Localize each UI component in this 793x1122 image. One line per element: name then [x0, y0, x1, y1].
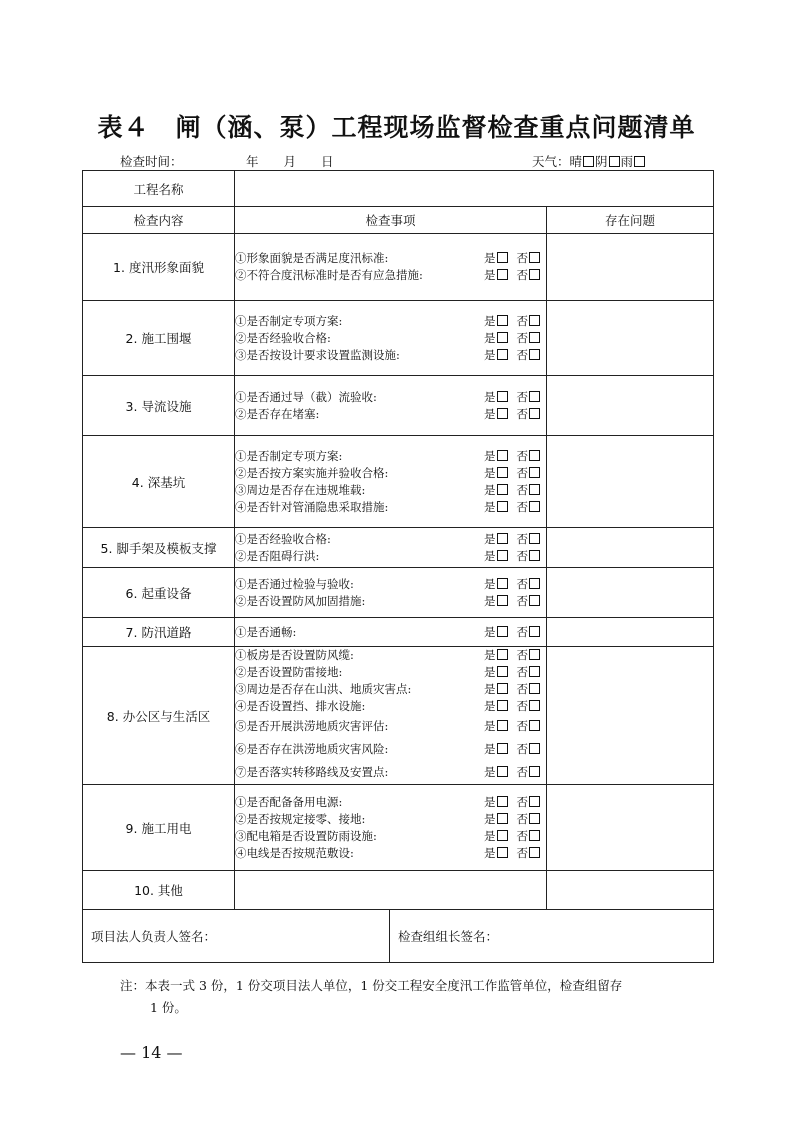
section-items-cell: [235, 528, 547, 568]
no-label: 否: [516, 699, 528, 713]
yes-label: 是: [484, 330, 496, 345]
section-row: [83, 568, 714, 618]
no-label: 否: [516, 531, 528, 546]
yes-no-options: [484, 828, 546, 845]
yes-checkbox[interactable]: [497, 252, 508, 263]
no-checkbox[interactable]: [529, 649, 540, 660]
section-row: [83, 871, 714, 910]
no-label: 否: [516, 576, 528, 591]
yes-no-options: [484, 715, 546, 738]
no-checkbox[interactable]: [529, 666, 540, 677]
section-name: 7. 防汛道路: [83, 618, 235, 647]
yes-no-options: [484, 845, 546, 862]
yes-no-options: [484, 313, 546, 330]
section-row: [83, 618, 714, 647]
no-label: 否: [516, 765, 528, 779]
yes-checkbox[interactable]: [497, 626, 508, 637]
no-checkbox[interactable]: [529, 391, 540, 402]
check-item-text: ①是否制定专项方案:: [235, 313, 343, 328]
check-item-text: ⑦是否落实转移路线及安置点:: [235, 765, 389, 779]
weather-rain-label: 雨: [620, 154, 634, 169]
yes-checkbox[interactable]: [497, 847, 508, 858]
yes-label: 是: [484, 576, 496, 591]
yes-checkbox[interactable]: [497, 595, 508, 606]
yes-checkbox[interactable]: [497, 700, 508, 711]
yes-checkbox[interactable]: [497, 501, 508, 512]
footnote-line-2: 1 份。: [150, 1000, 187, 1015]
yes-no-options: [484, 465, 546, 482]
yes-no-options: [484, 531, 546, 548]
check-item: [235, 845, 546, 862]
project-name-label: 工程名称: [83, 171, 235, 207]
yes-no-options: [484, 593, 546, 610]
section-row: [83, 234, 714, 301]
no-checkbox[interactable]: [529, 720, 540, 731]
yes-label: 是: [484, 719, 496, 733]
section-name: 10. 其他: [83, 871, 235, 910]
check-item-text: ①是否通过导（截）流验收:: [235, 389, 377, 404]
no-label: 否: [516, 665, 528, 679]
sections-body: [83, 234, 714, 910]
check-item-text: ①形象面貌是否满足度汛标准:: [235, 251, 389, 265]
yes-checkbox[interactable]: [497, 349, 508, 360]
check-item: [235, 347, 546, 364]
no-checkbox[interactable]: [529, 450, 540, 461]
section-name: 8. 办公区与生活区: [83, 647, 235, 785]
no-checkbox[interactable]: [529, 578, 540, 589]
yes-checkbox[interactable]: [497, 666, 508, 677]
yes-no-options: [484, 548, 546, 565]
section-items-cell: [235, 234, 547, 301]
no-label: 否: [516, 406, 528, 421]
yes-checkbox[interactable]: [497, 467, 508, 478]
section-name: 3. 导流设施: [83, 376, 235, 436]
no-label: 否: [516, 330, 528, 345]
footnote: [120, 975, 700, 1019]
weather-field: [532, 152, 646, 170]
page-number: — 14 —: [120, 1043, 183, 1062]
no-label: 否: [516, 742, 528, 756]
no-label: 否: [516, 499, 528, 514]
check-item: [235, 576, 546, 593]
no-checkbox[interactable]: [529, 550, 540, 561]
check-item-text: ②是否经验收合格:: [235, 330, 331, 345]
section-name: 6. 起重设备: [83, 568, 235, 618]
check-item: [235, 499, 546, 516]
check-item-text: ⑥是否存在洪涝地质灾害风险:: [235, 742, 389, 756]
check-item-text: ①是否制定专项方案:: [235, 448, 343, 463]
no-label: 否: [516, 251, 528, 265]
check-item: [235, 647, 546, 664]
no-label: 否: [516, 811, 528, 826]
yes-no-options: [484, 389, 546, 406]
project-name-cell[interactable]: [235, 171, 714, 207]
check-item-text: ①是否通畅:: [235, 624, 297, 639]
section-name: 9. 施工用电: [83, 785, 235, 871]
check-item: [235, 593, 546, 610]
section-items-cell: [235, 647, 547, 785]
problem-cell[interactable]: [547, 234, 714, 301]
check-item: [235, 681, 546, 698]
yes-no-options: [484, 664, 546, 681]
no-label: 否: [516, 268, 528, 282]
problem-cell[interactable]: [547, 871, 714, 910]
yes-label: 是: [484, 482, 496, 497]
weather-cloudy-label: 阴: [595, 154, 608, 169]
yes-checkbox[interactable]: [497, 766, 508, 777]
check-item: [235, 738, 546, 761]
yes-label: 是: [484, 465, 496, 480]
no-label: 否: [516, 828, 528, 843]
check-item: [235, 828, 546, 845]
yes-label: 是: [484, 811, 496, 826]
yes-no-options: [484, 761, 546, 784]
yes-no-options: [484, 681, 546, 698]
check-item-text: ④是否设置挡、排水设施:: [235, 699, 366, 713]
yes-no-options: [484, 347, 546, 364]
no-checkbox[interactable]: [529, 796, 540, 807]
yes-label: 是: [484, 499, 496, 514]
yes-no-options: [484, 698, 546, 715]
check-item-text: ③配电箱是否设置防雨设施:: [235, 828, 377, 843]
yes-no-options: [484, 624, 546, 641]
no-label: 否: [516, 593, 528, 608]
problem-cell[interactable]: [547, 301, 714, 376]
section-items-cell: [235, 618, 547, 647]
no-checkbox[interactable]: [529, 743, 540, 754]
yes-no-options: [484, 794, 546, 811]
check-item-text: ②是否存在堵塞:: [235, 406, 320, 421]
check-item: [235, 389, 546, 406]
yes-no-options: [484, 576, 546, 593]
no-checkbox[interactable]: [529, 269, 540, 280]
yes-label: 是: [484, 682, 496, 696]
yes-label: 是: [484, 828, 496, 843]
no-checkbox[interactable]: [529, 830, 540, 841]
problem-cell[interactable]: [547, 618, 714, 647]
no-checkbox[interactable]: [529, 332, 540, 343]
check-item-text: ②是否设置防风加固措施:: [235, 593, 366, 608]
check-item-text: ③周边是否存在违规堆载:: [235, 482, 366, 497]
document-title: 表４ 闸（涵、泵）工程现场监督检查重点问题清单: [97, 113, 696, 142]
yes-no-options: [484, 499, 546, 516]
section-name: 2. 施工围堰: [83, 301, 235, 376]
yes-checkbox[interactable]: [497, 743, 508, 754]
no-checkbox[interactable]: [529, 349, 540, 360]
check-item: [235, 548, 546, 565]
section-name: 5. 脚手架及模板支撑: [83, 528, 235, 568]
check-item-text: ④电线是否按规范敷设:: [235, 845, 354, 860]
section-row: [83, 301, 714, 376]
problem-cell[interactable]: [547, 376, 714, 436]
yes-checkbox[interactable]: [497, 315, 508, 326]
check-item: [235, 531, 546, 548]
yes-no-options: [484, 250, 546, 267]
no-label: 否: [516, 624, 528, 639]
section-items-cell: [235, 436, 547, 528]
no-label: 否: [516, 682, 528, 696]
header-items: 检查事项: [235, 207, 547, 234]
check-item-text: ②不符合度汛标准时是否有应急措施:: [235, 268, 423, 282]
problem-cell[interactable]: [547, 647, 714, 785]
inspect-time-label: 检查时间：: [120, 154, 183, 169]
header-content: 检查内容: [83, 207, 235, 234]
check-item-text: ②是否阻碍行洪:: [235, 548, 320, 563]
check-item: [235, 330, 546, 347]
yes-checkbox[interactable]: [497, 578, 508, 589]
yes-label: 是: [484, 648, 496, 662]
no-checkbox[interactable]: [529, 501, 540, 512]
inspect-date: 年 月 日: [246, 154, 334, 169]
no-checkbox[interactable]: [529, 484, 540, 495]
no-label: 否: [516, 548, 528, 563]
yes-label: 是: [484, 699, 496, 713]
section-row: [83, 785, 714, 871]
check-item-text: ③周边是否存在山洪、地质灾害点:: [235, 682, 412, 696]
check-item-text: ②是否设置防雷接地:: [235, 665, 343, 679]
no-checkbox[interactable]: [529, 847, 540, 858]
no-checkbox[interactable]: [529, 595, 540, 606]
yes-label: 是: [484, 624, 496, 639]
no-label: 否: [516, 845, 528, 860]
section-row: [83, 376, 714, 436]
no-checkbox[interactable]: [529, 813, 540, 824]
check-item-text: ①板房是否设置防风缆:: [235, 648, 354, 662]
yes-checkbox[interactable]: [497, 649, 508, 660]
yes-label: 是: [484, 406, 496, 421]
yes-checkbox[interactable]: [497, 683, 508, 694]
yes-label: 是: [484, 665, 496, 679]
no-label: 否: [516, 389, 528, 404]
check-item: [235, 624, 546, 641]
yes-label: 是: [484, 794, 496, 809]
no-label: 否: [516, 448, 528, 463]
yes-checkbox[interactable]: [497, 450, 508, 461]
yes-label: 是: [484, 389, 496, 404]
yes-checkbox[interactable]: [497, 408, 508, 419]
no-label: 否: [516, 648, 528, 662]
yes-checkbox[interactable]: [497, 484, 508, 495]
weather-rain-checkbox[interactable]: [634, 156, 645, 167]
yes-checkbox[interactable]: [497, 796, 508, 807]
yes-checkbox[interactable]: [497, 391, 508, 402]
section-row: [83, 528, 714, 568]
check-item: [235, 482, 546, 499]
no-checkbox[interactable]: [529, 252, 540, 263]
section-items-cell: [235, 785, 547, 871]
yes-no-options: [484, 330, 546, 347]
no-label: 否: [516, 347, 528, 362]
yes-label: 是: [484, 845, 496, 860]
yes-no-options: [484, 267, 546, 284]
yes-no-options: [484, 482, 546, 499]
no-label: 否: [516, 465, 528, 480]
yes-label: 是: [484, 313, 496, 328]
check-item-text: ③是否按设计要求设置监测设施:: [235, 347, 400, 362]
yes-no-options: [484, 448, 546, 465]
footnote-line-1: 注：本表一式 3 份，1 份交项目法人单位，1 份交工程安全度汛工作监管单位，检查组留存: [120, 978, 623, 993]
check-item-text: ①是否通过检验与验收:: [235, 576, 354, 591]
yes-checkbox[interactable]: [497, 830, 508, 841]
inspection-table: [82, 170, 714, 963]
check-item: [235, 313, 546, 330]
yes-checkbox[interactable]: [497, 720, 508, 731]
check-item: [235, 664, 546, 681]
signature-legal-person[interactable]: 项目法人负责人签名：: [83, 910, 390, 963]
yes-checkbox[interactable]: [497, 813, 508, 824]
check-item-text: ④是否针对管涌隐患采取措施:: [235, 499, 389, 514]
no-label: 否: [516, 794, 528, 809]
weather-sunny-checkbox[interactable]: [583, 156, 594, 167]
section-items-cell: [235, 871, 547, 910]
no-label: 否: [516, 482, 528, 497]
problem-cell[interactable]: [547, 568, 714, 618]
check-item: [235, 761, 546, 784]
check-item-text: ②是否按规定接零、接地:: [235, 811, 366, 826]
check-item: [235, 448, 546, 465]
check-item: [235, 465, 546, 482]
section-items-cell: [235, 568, 547, 618]
yes-label: 是: [484, 765, 496, 779]
no-checkbox[interactable]: [529, 315, 540, 326]
problem-cell[interactable]: [547, 528, 714, 568]
check-item: [235, 267, 546, 284]
yes-label: 是: [484, 347, 496, 362]
yes-label: 是: [484, 531, 496, 546]
weather-sunny-label: 晴: [569, 154, 583, 169]
section-row: [83, 647, 714, 785]
yes-label: 是: [484, 268, 496, 282]
section-row: [83, 436, 714, 528]
no-label: 否: [516, 719, 528, 733]
section-items-cell: [235, 376, 547, 436]
check-item-text: ①是否配备备用电源:: [235, 794, 343, 809]
check-item: [235, 811, 546, 828]
no-checkbox[interactable]: [529, 766, 540, 777]
yes-no-options: [484, 647, 546, 664]
yes-label: 是: [484, 548, 496, 563]
check-item-text: ②是否按方案实施并验收合格:: [235, 465, 389, 480]
yes-checkbox[interactable]: [497, 550, 508, 561]
yes-no-options: [484, 406, 546, 423]
no-checkbox[interactable]: [529, 408, 540, 419]
yes-checkbox[interactable]: [497, 332, 508, 343]
check-item: [235, 406, 546, 423]
header-problems: 存在问题: [547, 207, 714, 234]
check-item-text: ①是否经验收合格:: [235, 531, 331, 546]
no-label: 否: [516, 313, 528, 328]
no-checkbox[interactable]: [529, 533, 540, 544]
weather-cloudy-checkbox[interactable]: [609, 156, 620, 167]
section-items-cell: [235, 301, 547, 376]
signature-team-leader[interactable]: 检查组组长签名：: [390, 910, 714, 963]
check-item-text: ⑤是否开展洪涝地质灾害评估:: [235, 719, 389, 733]
check-item: [235, 715, 546, 738]
section-name: 4. 深基坑: [83, 436, 235, 528]
check-item: [235, 794, 546, 811]
yes-label: 是: [484, 448, 496, 463]
no-checkbox[interactable]: [529, 467, 540, 478]
yes-no-options: [484, 738, 546, 761]
yes-label: 是: [484, 742, 496, 756]
check-item: [235, 250, 546, 267]
check-item: [235, 698, 546, 715]
yes-label: 是: [484, 251, 496, 265]
yes-checkbox[interactable]: [497, 533, 508, 544]
section-name: 1. 度汛形象面貌: [83, 234, 235, 301]
yes-no-options: [484, 811, 546, 828]
yes-label: 是: [484, 593, 496, 608]
no-checkbox[interactable]: [529, 700, 540, 711]
no-checkbox[interactable]: [529, 626, 540, 637]
yes-checkbox[interactable]: [497, 269, 508, 280]
problem-cell[interactable]: [547, 436, 714, 528]
problem-cell[interactable]: [547, 785, 714, 871]
weather-label: 天气：: [532, 154, 570, 169]
no-checkbox[interactable]: [529, 683, 540, 694]
